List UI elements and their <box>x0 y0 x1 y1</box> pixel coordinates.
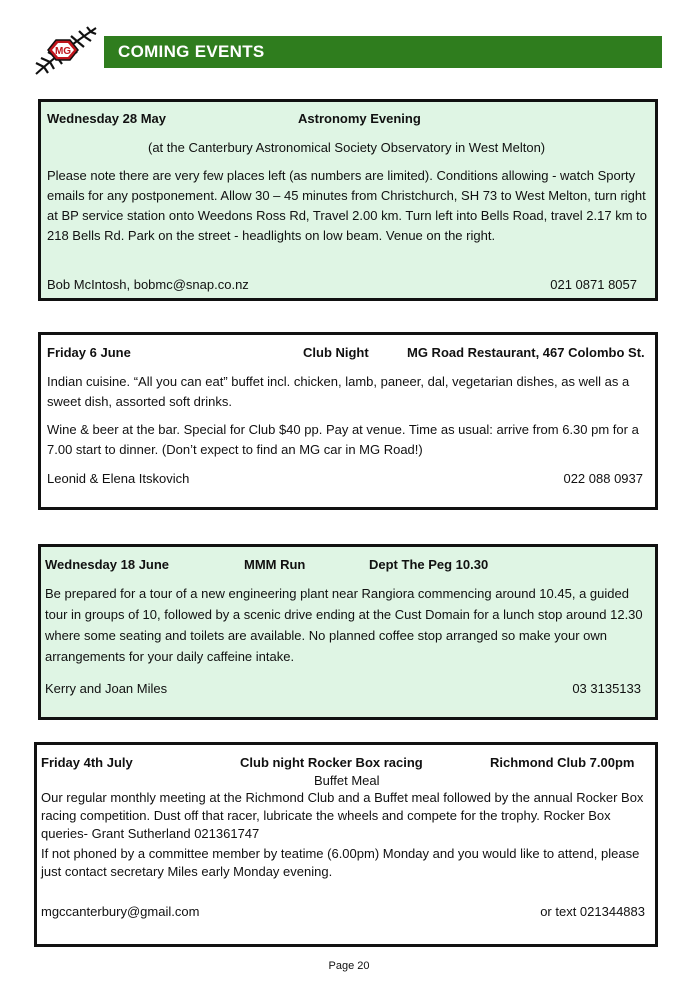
event-description: Please note there are very few places left (as numbers are limited). Conditions allowing - watch Sporty emails for any postponement. Allow 30 – 45 minutes from Christchurch, SH 73 to West Melton, turn right at BP service station onto Weedons Ross Rd, Travel 2.00 km. Turn left into Bells Road, travel 2.17 km to 218 Bells Rd. Park on the street - headlights on low beam. Venue on the right. <box>47 168 647 243</box>
event-phone: 021 0871 8057 <box>550 277 637 292</box>
page-title: COMING EVENTS <box>104 36 662 68</box>
page-number: Page 20 <box>328 960 370 972</box>
event-contact: Kerry and Joan Miles <box>45 681 168 696</box>
event-date: Wednesday 18 June <box>45 557 170 572</box>
event-card-rocker-box <box>34 742 658 947</box>
event-card-mmm-run <box>38 544 658 720</box>
event-description: Our regular monthly meeting at the Richmond Club and a Buffet meal followed by the annual Rocker Box racing competition. Dust off that racer, lubricate the wheels and compete for the trophy. Rocker Box queries- Grant Sutherland 021361747 <box>41 790 644 841</box>
event-date: Friday 4th July <box>41 755 133 770</box>
event-description-2: If not phoned by a committee member by teatime (6.00pm) Monday and you would like to attend, please just contact secretary Miles early Monday evening. <box>41 846 640 879</box>
event-phone: or text 021344883 <box>540 904 645 919</box>
event-subtitle: Buffet Meal <box>314 773 380 788</box>
event-venue: MG Road Restaurant, 467 Colombo St. <box>407 345 645 360</box>
svg-text:MG: MG <box>54 46 72 57</box>
club-logo <box>30 24 100 76</box>
event-name: MMM Run <box>244 557 306 572</box>
mg-fern-logo-icon <box>30 24 100 76</box>
event-card-club-night <box>38 332 658 510</box>
event-departure: Dept The Peg 10.30 <box>369 557 489 572</box>
event-phone: 022 088 0937 <box>563 471 643 486</box>
event-contact: Leonid & Elena Itskovich <box>47 471 190 486</box>
event-description-2: Wine & beer at the bar. Special for Club $40 pp. Pay at venue. Time as usual: arrive from 6.30 pm for a 7.00 start to dinner. (Don’t expect to find an MG car in MG Road!) <box>47 422 639 457</box>
event-date: Friday 6 June <box>47 345 131 360</box>
event-description: Indian cuisine. “All you can eat” buffet incl. chicken, lamb, paneer, dal, vegetarian dishes, as well as a sweet dish, assorted soft drinks. <box>47 374 630 409</box>
event-contact: mgccanterbury@gmail.com <box>41 904 200 919</box>
event-name: Club night Rocker Box racing <box>240 755 423 770</box>
event-contact: Bob McIntosh, bobmc@snap.co.nz <box>47 277 249 292</box>
event-card-astronomy <box>38 99 658 301</box>
event-venue: (at the Canterbury Astronomical Society Observatory in West Melton) <box>148 140 546 155</box>
event-date: Wednesday 28 May <box>47 111 166 126</box>
event-name: Club Night <box>303 345 369 360</box>
event-name: Astronomy Evening <box>298 111 421 126</box>
event-venue: Richmond Club 7.00pm <box>490 755 635 770</box>
event-phone: 03 3135133 <box>572 681 641 696</box>
event-description: Be prepared for a tour of a new engineering plant near Rangiora commencing around 10.45, a guided tour in groups of 10, followed by a scenic drive ending at the Cust Domain for a lunch stop around 12.30 where some seating and toilets are available. No planned coffee stop arranged so make your own arrangements for your daily caffeine intake. <box>45 586 643 664</box>
